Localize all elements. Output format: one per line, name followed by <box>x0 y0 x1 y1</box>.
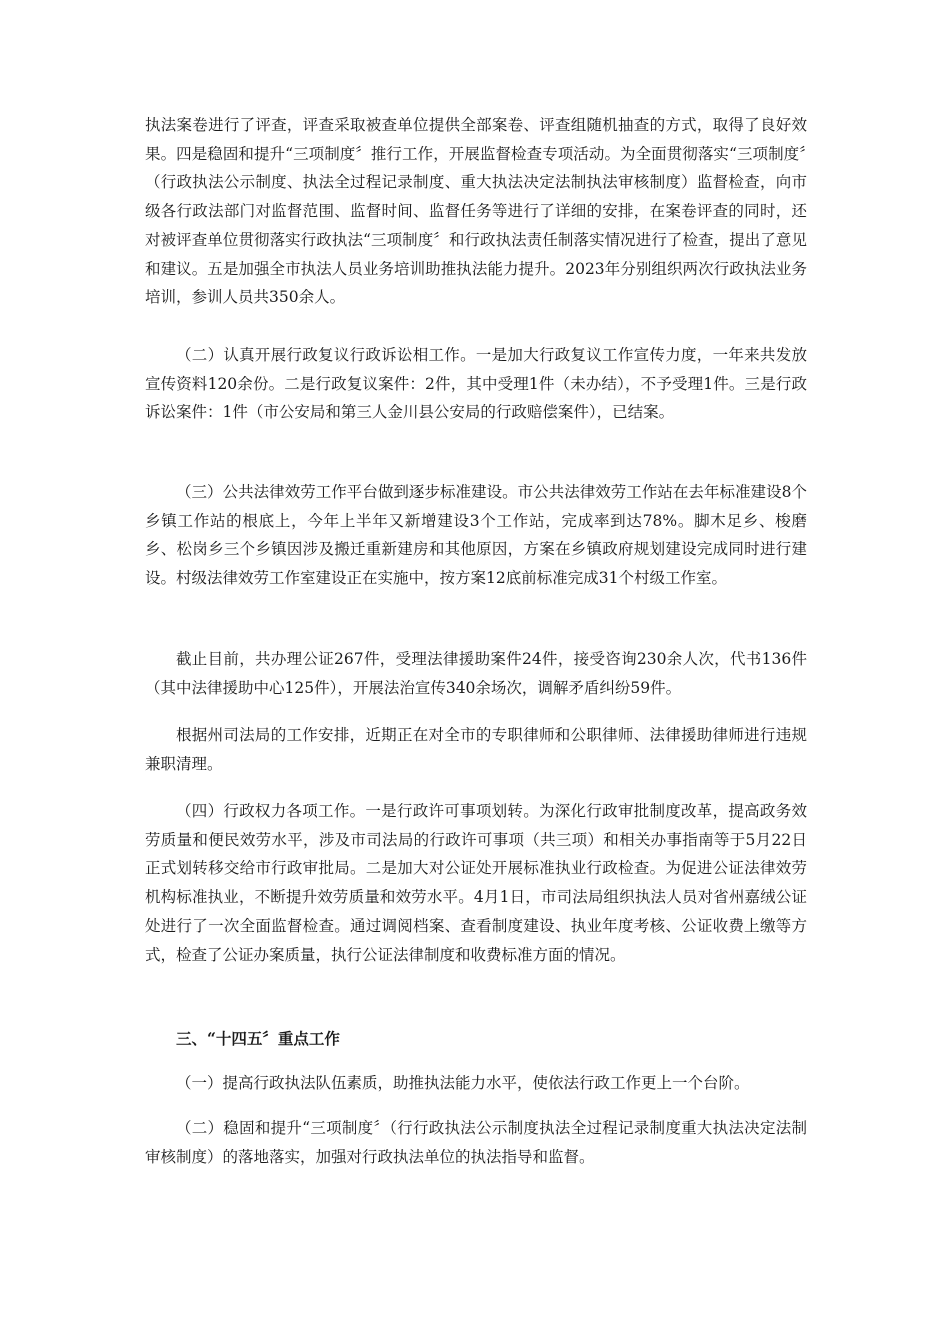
paragraph-key-work-2: （二）稳固和提升“三项制度〞（行行政执法公示制度执法全过程记录制度重大执法决定法制审核制度）的落地落实，加强对行政执法单位的执法指导和监督。 <box>145 1119 807 1166</box>
paragraph-administrative-review: （二）认真开展行政复议行政诉讼相工作。一是加大行政复议工作宣传力度，一年来共发放宣传资料120余份。二是行政复议案件：2件，其中受理1件（未办结），不予受理1件。三是行政诉讼案件：1件（市公安局和第三人金川县公安局的行政赔偿案件），已结案。 <box>145 346 807 422</box>
paragraph-public-legal-service: （三）公共法律效劳工作平台做到逐步标准建设。市公共法律效劳工作站在去年标准建设8个乡镇工作站的根底上，今年上半年又新增建设3个工作站，完成率到达78%。脚木足乡、梭磨乡、松岗乡三个乡镇因涉及搬迁重新建房和其他原因，方案在乡镇政府规划建设完成同时进行建设。村级法律效劳工作室建设正在实施中，按方案12底前标准完成31个村级工作室。 <box>145 483 807 588</box>
paragraph-key-work-1: （一）提高行政执法队伍素质，助推执法能力水平，使依法行政工作更上一个台阶。 <box>176 1074 750 1092</box>
paragraph-statistics: 截止目前，共办理公证267件，受理法律援助案件24件，接受咨询230余人次，代书136件（其中法律援助中心125件），开展法治宣传340余场次，调解矛盾纠纷59件。 <box>145 650 807 697</box>
section-heading-key-work: 三、“十四五〞重点工作 <box>176 1029 340 1048</box>
paragraph-lawyer-cleanup: 根据州司法局的工作安排，近期正在对全市的专职律师和公职律师、法律援助律师进行违规兼职清理。 <box>145 726 807 773</box>
paragraph-case-review: 执法案卷进行了评查，评查采取被查单位提供全部案卷、评查组随机抽查的方式，取得了良好效果。四是稳固和提升“三项制度〞推行工作，开展监督检查专项活动。为全面贯彻落实“三项制度〞（行政执法公示制度、执法全过程记录制度、重大执法决定法制执法审核制度）监督检查，向市级各行政法部门对监督范围、监督时间、监督任务等进行了详细的安排，在案卷评查的同时，还对被评查单位贯彻落实行政执法“三项制度〞和行政执法责任制落实情况进行了检查，提出了意见和建议。五是加强全市执法人员业务培训助推执法能力提升。2023年分别组织两次行政执法业务培训，参训人员共350余人。 <box>145 116 807 307</box>
paragraph-administrative-power: （四）行政权力各项工作。一是行政许可事项划转。为深化行政审批制度改革，提高政务效劳质量和便民效劳水平，涉及市司法局的行政许可事项（共三项）和相关办事指南等于5月22日正式划转移交给市行政审批局。二是加大对公证处开展标准执业行政检查。为促进公证法律效劳机构标准执业，不断提升效劳质量和效劳水平。4月1日，市司法局组织执法人员对省州嘉绒公证处进行了一次全面监督检查。通过调阅档案、查看制度建设、执业年度考核、公证收费上缴等方式，检查了公证办案质量，执行公证法律制度和收费标准方面的情况。 <box>145 802 807 964</box>
